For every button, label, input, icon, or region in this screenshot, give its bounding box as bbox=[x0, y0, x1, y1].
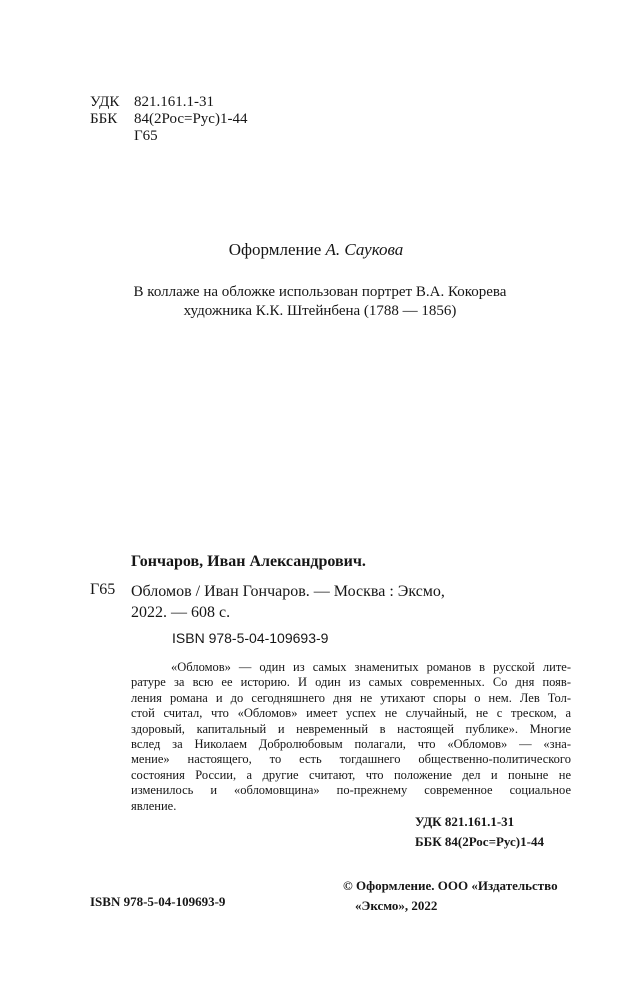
annotation bbox=[131, 660, 571, 814]
author-mark: Г65 bbox=[134, 128, 158, 144]
udk-label: УДК bbox=[90, 94, 120, 110]
udk-value: 821.161.1-31 bbox=[134, 94, 214, 110]
annotation-line: «Обломов» — один из самых знаменитых романов в русской лите- bbox=[171, 660, 571, 674]
classification-udk: УДК 821.161.1-31 bbox=[415, 814, 515, 829]
title-line: 2022. — 608 с. bbox=[131, 604, 231, 621]
collage-line: художника К.К. Штейнбена (1788 — 1856) bbox=[183, 303, 457, 319]
udk-row bbox=[90, 94, 214, 111]
bbk-value: 84(2Рос=Рус)1-44 bbox=[134, 111, 248, 127]
design-label: Оформление bbox=[228, 240, 322, 259]
bbk-row bbox=[90, 111, 247, 128]
annotation-line: стой считал, что «Обломов» имеет успех не случайный, не с треском, а bbox=[131, 706, 571, 721]
record-isbn: ISBN 978-5-04-109693-9 bbox=[172, 630, 329, 646]
footer-isbn: ISBN 978-5-04-109693-9 bbox=[90, 894, 226, 909]
annotation-line: здоровый, капитальный и невременный в настоящей публике». Многие bbox=[131, 721, 571, 736]
collage-credit bbox=[90, 283, 550, 321]
annotation-line: мение» настоящего, то есть тогдашнего общественно-политического bbox=[131, 752, 571, 767]
record-author: Гончаров, Иван Александрович. bbox=[131, 553, 366, 570]
design-author: А. Саукова bbox=[325, 240, 404, 259]
record-mark: Г65 bbox=[90, 581, 116, 598]
bbk-label: ББК bbox=[90, 111, 118, 127]
title-line: Обломов / Иван Гончаров. — Москва : Эксмо, bbox=[131, 583, 445, 600]
author-mark-row bbox=[90, 128, 158, 145]
copyright-line: «Эксмо», 2022 bbox=[355, 898, 438, 913]
record-title bbox=[131, 581, 571, 623]
copyright-line: © Оформление. ООО «Издательство bbox=[343, 878, 558, 893]
annotation-line: ратуре за всю ее историю. И один из самых современных. Со дня появ- bbox=[131, 675, 571, 690]
copyright-block bbox=[343, 876, 558, 916]
annotation-line: изменилось и «обломовщина» по-прежнему современное социальное bbox=[131, 783, 571, 798]
collage-line: В коллаже на обложке использован портрет В.А. Кокорева bbox=[133, 284, 507, 300]
cover-design-credit bbox=[0, 240, 632, 260]
annotation-line: вслед за Николаем Добролюбовым полагали, что «Обломов» — «зна- bbox=[131, 736, 571, 751]
classification-block bbox=[415, 812, 544, 852]
annotation-line: явление. bbox=[131, 798, 177, 813]
annotation-line: ления романа и до сегодняшнего дня не утихают споры о нем. Лев Тол- bbox=[131, 690, 571, 705]
classification-bbk: ББК 84(2Рос=Рус)1-44 bbox=[415, 834, 544, 849]
annotation-line: состояния России, а другие считают, что положение дел и поныне не bbox=[131, 767, 571, 782]
